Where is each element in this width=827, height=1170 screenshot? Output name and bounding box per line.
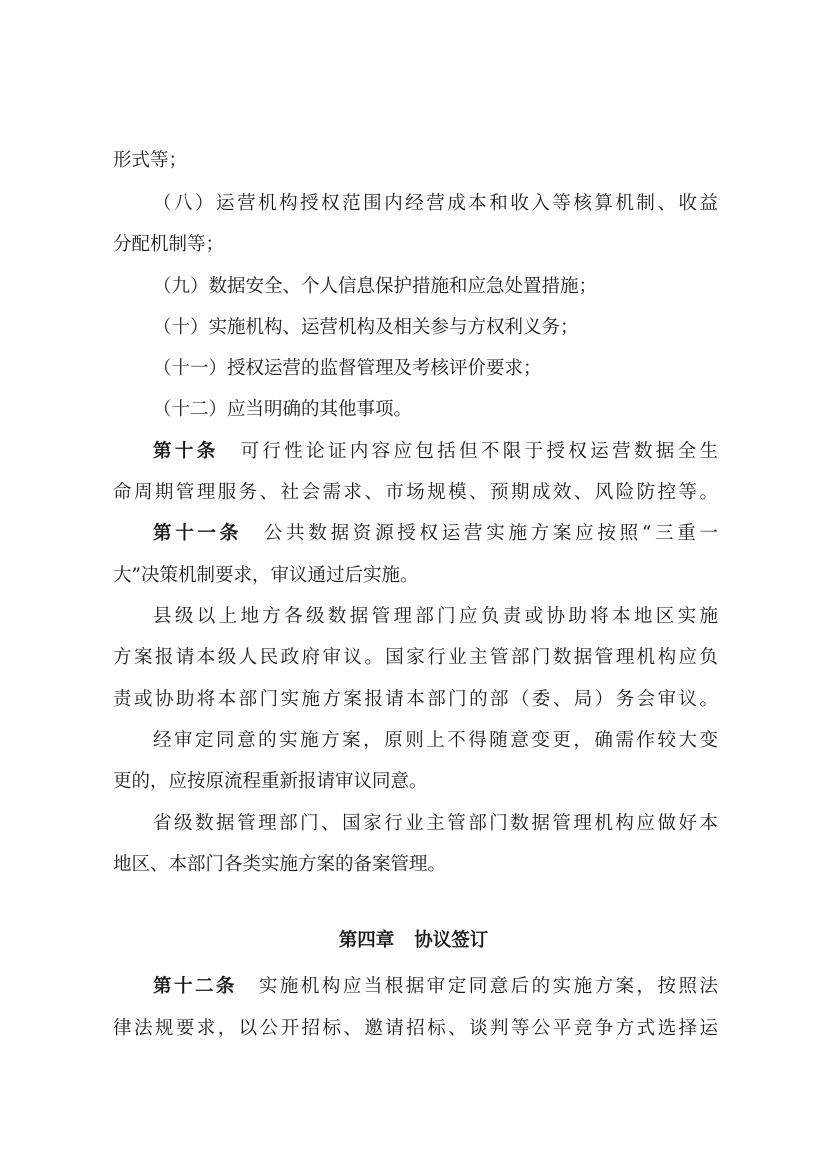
article-label: 第十条 [153,441,219,462]
text-line: 形式等； [113,150,188,171]
text-line: 经审定同意的实施方案，原则上不得随意变更，确需作较大变 [153,730,718,751]
text-line: 地区、本部门各类实施方案的备案管理。 [113,854,447,875]
text-line: 更的，应按原流程重新报请审议同意。 [113,771,428,792]
text-line: 律法规要求，以公开招标、邀请招标、谈判等公平竞争方式选择运 [113,1018,718,1039]
chapter-heading [0,923,827,959]
text-line: 命周期管理服务、社会需求、市场规模、预期成效、风险防控等。 [113,482,718,503]
article-11-line [153,516,718,552]
text-line: （十一）授权运营的监督管理及考核评价要求； [153,358,542,379]
chapter-number: 第四章 [338,930,395,951]
article-text: 公共数据资源授权运营实施方案应按照“三重一 [263,523,718,544]
text-line: （八）运营机构授权范围内经营成本和收入等核算机制、收益 [153,193,718,214]
text-line: 大”决策机制要求，审议通过后实施。 [113,565,419,586]
chapter-title: 协议签订 [414,930,489,951]
article-12-line [153,969,718,1005]
article-label: 第十二条 [153,976,237,997]
text-line: 方案报请本级人民政府审议。国家行业主管部门数据管理机构应负 [113,647,718,668]
article-10-line [153,434,718,470]
text-line: 责或协助将本部门实施方案报请本部门的部（委、局）务会审议。 [113,689,718,710]
article-text: 实施机构应当根据审定同意后的实施方案，按照法 [258,976,718,997]
text-line: 县级以上地方各级数据管理部门应负责或协助将本地区实施 [153,606,718,627]
text-line: （十二）应当明确的其他事项。 [153,399,413,420]
text-line: （九）数据安全、个人信息保护措施和应急处置措施； [153,276,598,297]
text-line: 省级数据管理部门、国家行业主管部门数据管理机构应做好本 [153,813,718,834]
article-label: 第十一条 [153,523,242,544]
text-line: （十）实施机构、运营机构及相关参与方权利义务； [153,317,579,338]
text-line: 分配机制等； [113,234,225,255]
article-text: 可行性论证内容应包括但不限于授权运营数据全生 [240,441,718,462]
